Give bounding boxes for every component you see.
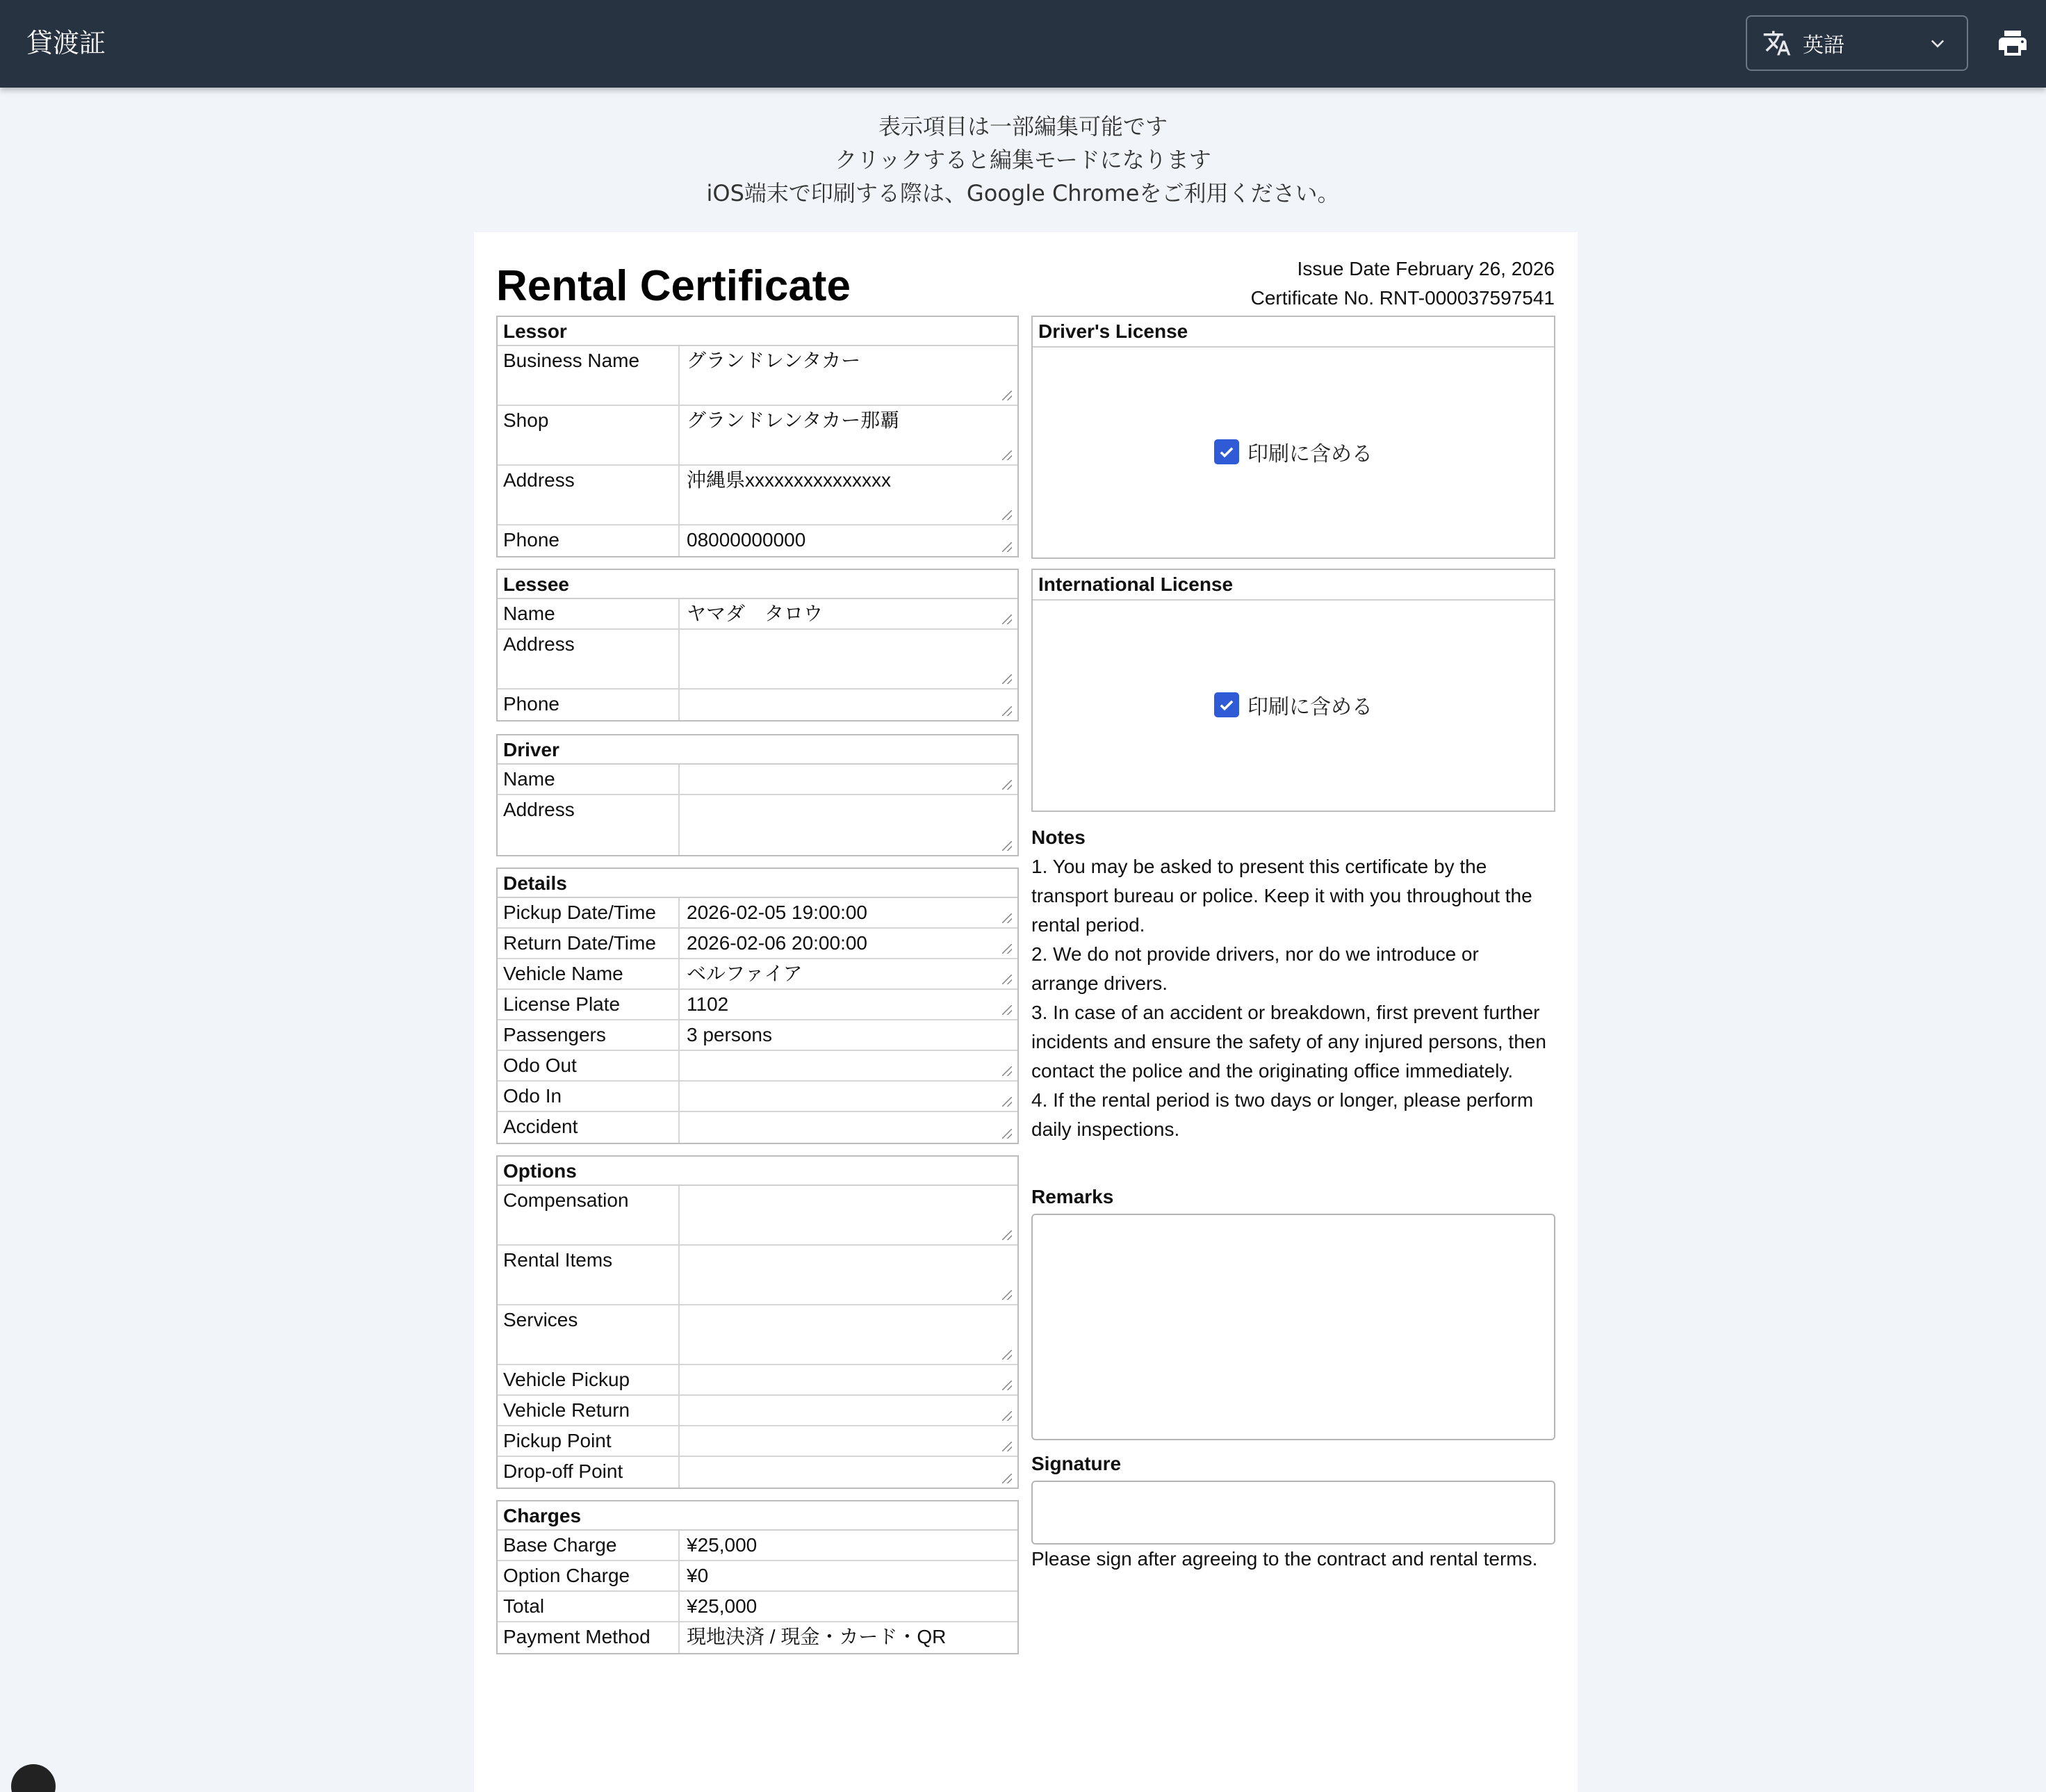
- language-label: 英語: [1803, 33, 1844, 58]
- option-charge-value: ¥0: [687, 1565, 709, 1586]
- note-line: 2. We do not provide drivers, nor do we introduce or: [1031, 943, 1479, 965]
- resize-handle-icon[interactable]: [1002, 1290, 1012, 1300]
- include-print-checkbox[interactable]: [1214, 439, 1239, 464]
- translate-icon: [1762, 28, 1792, 58]
- shop-field[interactable]: グランドレンタカー那覇: [687, 409, 900, 431]
- payment-method-value: 現地決済 / 現金・カード・QR: [687, 1626, 947, 1647]
- resize-handle-icon[interactable]: [1002, 841, 1012, 851]
- field-label: Address: [498, 795, 680, 855]
- license-plate-field[interactable]: 1102: [687, 993, 729, 1015]
- field-label: Drop-off Point: [498, 1457, 680, 1488]
- field-label: Base Charge: [498, 1531, 680, 1560]
- field-label: Services: [498, 1305, 680, 1364]
- field-label: Compensation: [498, 1186, 680, 1244]
- section-heading: Charges: [498, 1501, 1017, 1531]
- table-row: [498, 599, 1017, 630]
- section-heading: Options: [498, 1157, 1017, 1186]
- note-line: 3. In case of an accident or breakdown, first prevent further: [1031, 1002, 1540, 1023]
- dropoff-point-field[interactable]: [680, 1457, 1017, 1488]
- resize-handle-icon[interactable]: [1002, 542, 1012, 552]
- address-field[interactable]: 沖縄県xxxxxxxxxxxxxxx: [687, 469, 892, 491]
- resize-handle-icon[interactable]: [1002, 450, 1012, 460]
- resize-handle-icon[interactable]: [1002, 1442, 1012, 1451]
- note-line: contact the police and the originating office immediately.: [1031, 1060, 1514, 1082]
- printer-icon[interactable]: [1996, 26, 2029, 60]
- table-row: [498, 1246, 1017, 1305]
- note-line: 1. You may be asked to present this certificate by the: [1031, 856, 1487, 877]
- check-icon: [1217, 695, 1236, 715]
- table-row: [498, 1622, 1017, 1653]
- charges-section: [496, 1500, 1019, 1654]
- certificate-number: Certificate No. RNT-000037597541: [1250, 287, 1555, 309]
- resize-handle-icon[interactable]: [1002, 706, 1012, 716]
- field-label: Return Date/Time: [498, 929, 680, 958]
- resize-handle-icon[interactable]: [1002, 913, 1012, 923]
- compensation-field[interactable]: [680, 1186, 1017, 1244]
- table-row: [498, 1592, 1017, 1622]
- field-label: Address: [498, 466, 680, 524]
- resize-handle-icon[interactable]: [1002, 975, 1012, 984]
- field-label: Passengers: [498, 1020, 680, 1050]
- banner-line: iOS端末で印刷する際は、Google Chromeをご利用ください。: [706, 180, 1340, 206]
- note-line: transport bureau or police. Keep it with you throughout the: [1031, 885, 1532, 906]
- field-label: Vehicle Pickup: [498, 1365, 680, 1394]
- signature-field[interactable]: [1031, 1481, 1555, 1545]
- field-label: Address: [498, 630, 680, 688]
- chevron-down-icon: [1928, 33, 1947, 53]
- issue-date: Issue Date February 26, 2026: [1297, 258, 1555, 279]
- table-row: [498, 1305, 1017, 1365]
- services-field[interactable]: [680, 1305, 1017, 1364]
- app-logo-icon[interactable]: [11, 1764, 56, 1792]
- lessee-address-field[interactable]: [680, 630, 1017, 688]
- document-title: Rental Certificate: [496, 262, 851, 310]
- passengers-value: 3 persons: [687, 1024, 772, 1045]
- table-row: [498, 898, 1017, 929]
- resize-handle-icon[interactable]: [1002, 1129, 1012, 1139]
- info-banner: [0, 110, 2046, 210]
- include-print-checkbox[interactable]: [1214, 692, 1239, 717]
- remarks-heading: Remarks: [1031, 1186, 1114, 1207]
- field-label: Odo Out: [498, 1051, 680, 1080]
- note-line: incidents and ensure the safety of any injured persons, then: [1031, 1031, 1546, 1052]
- checkbox-label: 印刷に含める: [1247, 442, 1373, 466]
- total-value: ¥25,000: [687, 1595, 758, 1617]
- resize-handle-icon[interactable]: [1002, 1097, 1012, 1107]
- note-line: rental period.: [1031, 914, 1145, 936]
- vehicle-return-field[interactable]: [680, 1396, 1017, 1425]
- pickup-point-field[interactable]: [680, 1426, 1017, 1456]
- drivers-license-box: [1031, 316, 1555, 559]
- banner-line: クリックすると編集モードになります: [835, 147, 1211, 173]
- details-section: [496, 868, 1019, 1144]
- table-row: [498, 1365, 1017, 1396]
- remarks-textarea[interactable]: [1031, 1214, 1555, 1440]
- field-label: Phone: [498, 526, 680, 556]
- rental-items-field[interactable]: [680, 1246, 1017, 1304]
- resize-handle-icon[interactable]: [1002, 391, 1012, 400]
- table-row: [498, 929, 1017, 959]
- table-row: [498, 1561, 1017, 1592]
- resize-handle-icon[interactable]: [1002, 1066, 1012, 1076]
- note-line: daily inspections.: [1031, 1118, 1180, 1140]
- table-row: [498, 1457, 1017, 1488]
- table-row: [498, 1186, 1017, 1246]
- app-title: 貸渡証: [26, 28, 106, 58]
- base-charge-value: ¥25,000: [687, 1534, 758, 1556]
- include-in-print-option: [1033, 690, 1554, 720]
- resize-handle-icon[interactable]: [1002, 1230, 1012, 1240]
- field-label: Option Charge: [498, 1561, 680, 1590]
- field-label: Name: [498, 765, 680, 794]
- resize-handle-icon[interactable]: [1002, 614, 1012, 624]
- driver-section: [496, 734, 1019, 856]
- field-label: Shop: [498, 406, 680, 464]
- table-row: [498, 765, 1017, 795]
- driver-name-field[interactable]: [680, 765, 1017, 794]
- lessor-section: [496, 316, 1019, 557]
- check-icon: [1217, 442, 1236, 462]
- include-in-print-option: [1033, 437, 1554, 467]
- note-line: 4. If the rental period is two days or longer, please perform: [1031, 1089, 1534, 1111]
- table-row: [498, 690, 1017, 720]
- field-label: Vehicle Name: [498, 959, 680, 988]
- lessee-name-field[interactable]: ヤマダ タロウ: [687, 603, 824, 624]
- table-row: [498, 990, 1017, 1020]
- table-row: [498, 526, 1017, 556]
- note-line: arrange drivers.: [1031, 972, 1168, 994]
- checkbox-label: 印刷に含める: [1247, 695, 1373, 719]
- field-label: Total: [498, 1592, 680, 1621]
- resize-handle-icon[interactable]: [1002, 1411, 1012, 1421]
- field-label: License Plate: [498, 990, 680, 1019]
- business-name-field[interactable]: グランドレンタカー: [687, 350, 861, 371]
- resize-handle-icon[interactable]: [1002, 780, 1012, 790]
- table-row: [498, 346, 1017, 406]
- table-row: [498, 1531, 1017, 1561]
- resize-handle-icon[interactable]: [1002, 944, 1012, 954]
- table-row: [498, 1020, 1017, 1051]
- table-row: [498, 406, 1017, 466]
- field-label: Phone: [498, 690, 680, 720]
- notes-section: [1031, 823, 1560, 1144]
- resize-handle-icon[interactable]: [1002, 1474, 1012, 1483]
- table-row: [498, 630, 1017, 690]
- field-label: Business Name: [498, 346, 680, 405]
- field-label: Rental Items: [498, 1246, 680, 1304]
- field-label: Pickup Point: [498, 1426, 680, 1456]
- field-label: Accident: [498, 1112, 680, 1143]
- return-datetime-field[interactable]: 2026-02-06 20:00:00: [687, 932, 867, 954]
- table-row: [498, 1112, 1017, 1143]
- lessee-section: [496, 569, 1019, 722]
- odo-in-field[interactable]: [680, 1082, 1017, 1111]
- international-license-box: [1031, 569, 1555, 812]
- options-section: [496, 1155, 1019, 1489]
- section-heading: International License: [1033, 570, 1554, 601]
- table-row: [498, 1051, 1017, 1082]
- field-label: Vehicle Return: [498, 1396, 680, 1425]
- table-row: [498, 1396, 1017, 1426]
- top-bar: [0, 0, 2046, 88]
- notes-heading: Notes: [1031, 826, 1086, 848]
- resize-handle-icon[interactable]: [1002, 1380, 1012, 1390]
- section-heading: Details: [498, 869, 1017, 898]
- field-label: Odo In: [498, 1082, 680, 1111]
- table-row: [498, 466, 1017, 526]
- odo-out-field[interactable]: [680, 1051, 1017, 1080]
- issue-info: [1251, 254, 1555, 313]
- table-row: [498, 795, 1017, 855]
- field-label: Name: [498, 599, 680, 628]
- table-row: [498, 1082, 1017, 1112]
- section-heading: Driver's License: [1033, 317, 1554, 348]
- resize-handle-icon[interactable]: [1002, 1005, 1012, 1015]
- resize-handle-icon[interactable]: [1002, 674, 1012, 684]
- section-heading: Lessor: [498, 317, 1017, 346]
- resize-handle-icon[interactable]: [1002, 1350, 1012, 1360]
- section-heading: Driver: [498, 735, 1017, 765]
- vehicle-name-field[interactable]: ベルファイア: [687, 963, 803, 984]
- accident-field[interactable]: [680, 1112, 1017, 1143]
- table-row: [498, 959, 1017, 990]
- vehicle-pickup-field[interactable]: [680, 1365, 1017, 1394]
- signature-note: Please sign after agreeing to the contract and rental terms.: [1031, 1548, 1538, 1570]
- signature-heading: Signature: [1031, 1453, 1122, 1474]
- field-label: Payment Method: [498, 1622, 680, 1653]
- pickup-datetime-field[interactable]: 2026-02-05 19:00:00: [687, 902, 867, 923]
- resize-handle-icon[interactable]: [1002, 510, 1012, 520]
- lessee-phone-field[interactable]: [680, 690, 1017, 720]
- banner-line: 表示項目は一部編集可能です: [878, 113, 1168, 140]
- field-label: Pickup Date/Time: [498, 898, 680, 927]
- phone-field[interactable]: 08000000000: [687, 529, 806, 551]
- section-heading: Lessee: [498, 570, 1017, 599]
- table-row: [498, 1426, 1017, 1457]
- language-select[interactable]: [1746, 15, 1968, 71]
- driver-address-field[interactable]: [680, 795, 1017, 855]
